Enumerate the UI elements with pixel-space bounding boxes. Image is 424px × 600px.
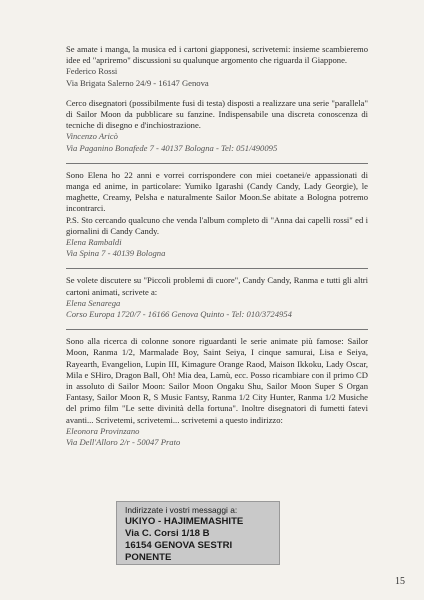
letter-text: Se amate i manga, la musica ed i cartoni giapponesi, scrivetemi: insieme scambieremo idee ed "apriremo" discussioni su qualunque argomento che riguarda il Giappone. (66, 44, 368, 66)
letters-column (66, 44, 368, 457)
address-box-heading: Indirizzate i vostri messaggi a: (125, 505, 238, 515)
letter-address: Corso Europa 1720/7 - 16166 Genova Quinto - Tel: 010/3724954 (66, 309, 292, 320)
letter-ps: P.S. Sto cercando qualcuno che venda l'album completo di "Anna dai capelli rossi" ed i giornalini di Candy Candy. (66, 214, 368, 236)
letter-3 (66, 170, 368, 260)
address-box-line: Via C. Corsi 1/18 B (125, 528, 210, 539)
letter-author: Elena Senarega (66, 297, 121, 308)
letter-author: Federico Rossi (66, 66, 118, 77)
letter-1 (66, 44, 368, 89)
letter-5 (66, 336, 368, 448)
address-box-line: UKIYO - HAJIMEMASHITE (125, 516, 244, 527)
letter-text: Cerco disegnatori (possibilmente fusi di testa) disposti a realizzare una serie "parallela" di Sailor Moon da pubblicare su fanzine. Indispensabile una discreta conoscenza di tecniche di disegno e d'inchiostrazione. (66, 97, 368, 131)
letter-address: Via Spina 7 - 40139 Bologna (66, 248, 166, 259)
section-divider (66, 268, 368, 269)
letter-address: Via Dell'Alloro 2/r - 50047 Prato (66, 437, 181, 448)
letter-address: Via Brigata Salerno 24/9 - 16147 Genova (66, 77, 209, 88)
letter-author: Elena Rambaldi (66, 237, 122, 248)
page-number: 15 (395, 576, 405, 587)
letter-2 (66, 98, 368, 154)
letter-text: Sono Elena ho 22 anni e vorrei corrispondere con miei coetanei/e appassionati di manga ed anime, in particolare: Yumiko Igarashi (Candy Candy, Lady Georgie), le maghette, Creamy, Pelsha e naturalmente Sailor Moon.Se abitate a Bologna potremo incontrarci. (66, 169, 368, 214)
letter-4 (66, 275, 368, 320)
letter-author: Vincenzo Aricò (66, 131, 118, 142)
section-divider (66, 163, 368, 164)
section-divider (66, 329, 368, 330)
letter-text: Se volete discutere su "Piccoli problemi di cuore", Candy Candy, Ranma e tutti gli altri cartoni animati, scrivete a: (66, 275, 368, 297)
letter-address: Via Paganino Bonafede 7 - 40137 Bologna - Tel: 051/490095 (66, 142, 278, 153)
letter-author: Eleonora Provinzano (66, 425, 140, 436)
letter-text: Sono alla ricerca di colonne sonore riguardanti le serie animate più famose: Sailor Moon, Ranma 1/2, Marmalade Boy, Saint Seiya, I cinque samurai, Lisa e Seiya, Rayearth, Evangelion, Lupin III, Kimagure Orange Raod, Maison Ikkoku, Lady Oscar, Mila e SHiro, Dragon Ball, Oh! Mia dea, Lamù, ecc. Posso ricambiare con il primo CD in assoluto di Sailor Moon: Sailor Moon Ongaku Shu, Sailor Moon Super S Organ Fantasy, Sailor Moon R, S Music Fantsy, Ranma 1/2 City Hunter, Ranma 1/2 Musiche del primo film "Le sette divinità della fortuna". Inoltre disegnatori di fumetti fatevi avanti... Scrivetemi, scrivetemi... scrivetemi a questo indirizzo: (66, 336, 368, 425)
mailing-address-box (116, 501, 280, 565)
address-box-line: 16154 GENOVA SESTRI PONENTE (125, 540, 233, 563)
